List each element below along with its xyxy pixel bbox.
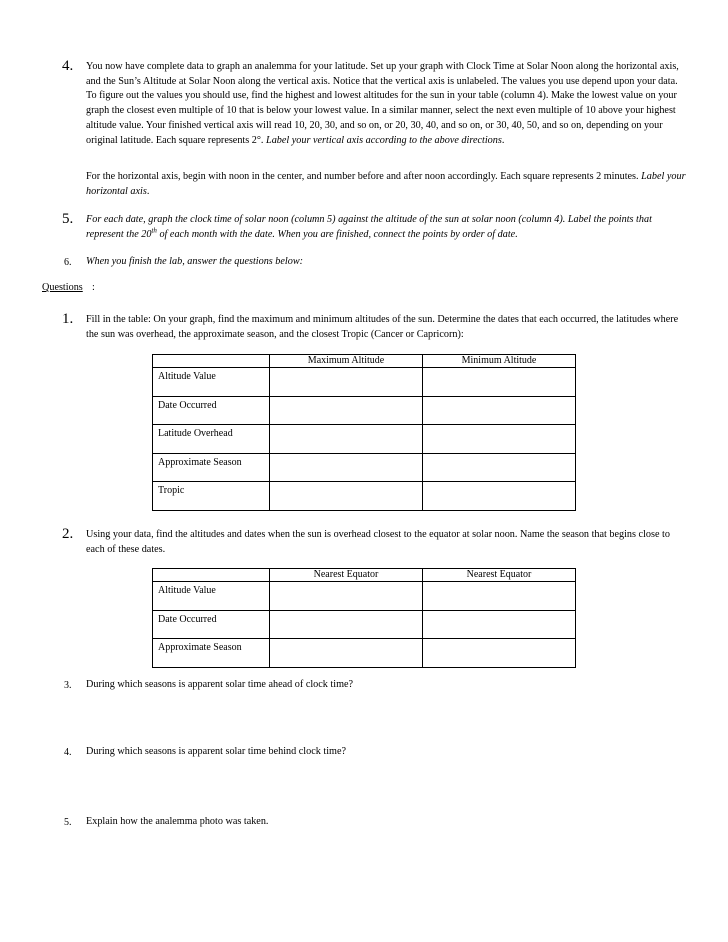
table-row [153, 610, 576, 639]
column-header: Nearest Equator [270, 569, 423, 582]
row-label: Latitude Overhead [153, 425, 270, 454]
row-label: Altitude Value [153, 368, 270, 397]
item-number: 5. [62, 211, 74, 227]
column-header: Minimum Altitude [423, 355, 576, 368]
answer-cell[interactable] [270, 425, 423, 454]
table-row [153, 425, 576, 454]
question-2-text: Using your data, find the altitudes and dates when the sun is overhead closest to the equator at solar noon. Name the season that begins close to each of these dates. [86, 529, 670, 555]
answer-cell[interactable] [270, 453, 423, 482]
question-number: 4. [64, 747, 72, 758]
answer-cell[interactable] [423, 396, 576, 425]
question-number: 1. [62, 311, 74, 327]
row-label: Date Occurred [153, 610, 270, 639]
table-row [153, 453, 576, 482]
answer-cell[interactable] [270, 639, 423, 668]
answer-cell[interactable] [423, 639, 576, 668]
answer-cell[interactable] [423, 482, 576, 511]
item-6-text: When you finish the lab, answer the questions below: [86, 256, 304, 267]
question-1-table [152, 354, 576, 511]
questions-colon: : [92, 282, 95, 293]
row-label: Approximate Season [153, 639, 270, 668]
item-number: 4. [62, 58, 74, 74]
questions-heading: Questions [42, 282, 83, 293]
table-row [153, 482, 576, 511]
question-3-text: During which seasons is apparent solar time ahead of clock time? [86, 679, 354, 690]
item-4-paragraph-2: For the horizontal axis, begin with noon in the center, and number before and after noon accordingly. Each square represents 2 minutes. Label your horizontal axis. [86, 171, 686, 197]
question-number: 3. [64, 680, 72, 691]
answer-cell[interactable] [423, 582, 576, 611]
table-row [153, 639, 576, 668]
question-number: 2. [62, 526, 74, 542]
answer-cell[interactable] [423, 453, 576, 482]
answer-cell[interactable] [423, 368, 576, 397]
item-number: 6. [64, 257, 72, 268]
question-4-text: During which seasons is apparent solar time behind clock time? [86, 746, 346, 757]
answer-cell[interactable] [423, 425, 576, 454]
answer-cell[interactable] [270, 368, 423, 397]
column-header: Nearest Equator [423, 569, 576, 582]
question-1-text: Fill in the table: On your graph, find the maximum and minimum altitudes of the sun. Determine the dates that each occurred, the latitudes where the sun was overhead, the approximate season, and the closest Tropic (Cancer or Capricorn): [86, 314, 679, 340]
table-corner [153, 355, 270, 368]
table-row [153, 368, 576, 397]
answer-cell[interactable] [270, 396, 423, 425]
answer-cell[interactable] [423, 610, 576, 639]
table-row [153, 582, 576, 611]
column-header: Maximum Altitude [270, 355, 423, 368]
row-label: Tropic [153, 482, 270, 511]
table-row [153, 396, 576, 425]
answer-cell[interactable] [270, 610, 423, 639]
table-corner [153, 569, 270, 582]
answer-cell[interactable] [270, 482, 423, 511]
question-5-text: Explain how the analemma photo was taken. [86, 816, 269, 827]
question-2-table [152, 568, 576, 668]
row-label: Approximate Season [153, 453, 270, 482]
row-label: Altitude Value [153, 582, 270, 611]
item-4-paragraph-1: You now have complete data to graph an analemma for your latitude. Set up your graph with Clock Time at Solar Noon along the horizontal axis, and the Sun’s Altitude at Solar Noon along the vertical axis. Notice that the vertical axis is unlabeled. The values you use depend upon your data. To figure out the values you should use, find the highest and lowest altitudes for the sun in your table (column 4). Make the lowest value on your graph the closest even multiple of 10 that is below your lowest value. In a similar manner, select the next even multiple of 10 above your highest altitude value. Your finished vertical axis will read 10, 20, 30, and so on, or 20, 30, 40, and so on, or 30, 40, 50, and so on, depending on your original latitude. Each square represents 2°. Label your vertical axis according to the above directions. [86, 61, 679, 146]
answer-cell[interactable] [270, 582, 423, 611]
question-number: 5. [64, 817, 72, 828]
row-label: Date Occurred [153, 396, 270, 425]
item-5-text: For each date, graph the clock time of solar noon (column 5) against the altitude of the sun at solar noon (column 4). Label the points that represent the 20th of each month with the date. When you are finished, connect the points by order of date. [86, 214, 652, 240]
